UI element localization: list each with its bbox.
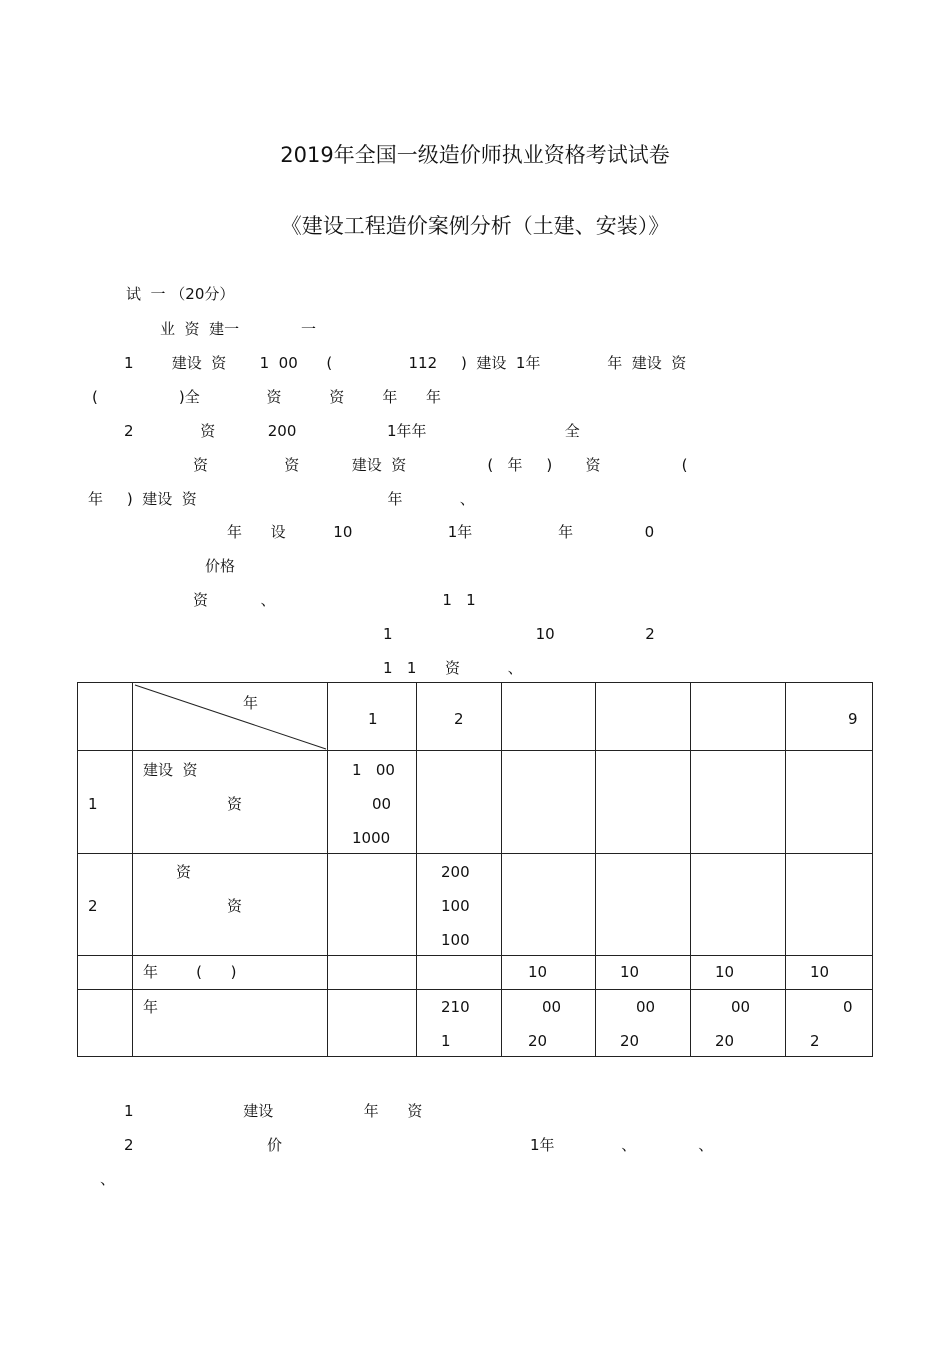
question-line-3: 2 资 200 1年年 全 — [124, 422, 580, 440]
question-line-2: ( )全 资 资 年 年 — [92, 388, 441, 406]
table-row — [78, 990, 873, 1057]
table-caption: 1 1 资 、 — [383, 659, 523, 677]
row-1-col-6 — [786, 751, 873, 854]
header-col-5 — [691, 683, 786, 751]
row-2-col-5 — [691, 854, 786, 956]
row-3-label-cell — [133, 956, 328, 990]
row-4-col-3-value-b: 20 — [528, 1032, 548, 1050]
row-2-col-3 — [502, 854, 596, 956]
header-corner-cell — [133, 683, 328, 751]
row-1-col-5 — [691, 751, 786, 854]
row-2-value-a: 200 — [441, 863, 470, 881]
row-4-col-3 — [502, 990, 596, 1057]
investment-table — [77, 682, 873, 1057]
header-corner-label: 年 — [243, 694, 259, 712]
row-4-col-4-value-a: 00 — [636, 998, 656, 1016]
row-3-col-1 — [328, 956, 417, 990]
table-row — [78, 751, 873, 854]
row-4-col-2-value-b: 1 — [441, 1032, 451, 1050]
row-4-col-6 — [786, 990, 873, 1057]
question-line-9: 1 10 2 — [383, 625, 655, 643]
row-3-no-cell — [78, 956, 133, 990]
row-3-col-3 — [502, 956, 596, 990]
row-2-label-a: 资 — [176, 863, 192, 881]
row-4-col-6-value-a: 0 — [843, 998, 853, 1016]
row-1-no: 1 — [88, 795, 98, 813]
header-col-4 — [596, 683, 691, 751]
question-line-4: 资 资 建设 资 ( 年 ) 资 ( — [193, 456, 688, 474]
row-2-col-1 — [328, 854, 417, 956]
question-intro: 业 资 建一 一 — [160, 320, 317, 338]
row-4-col-2 — [417, 990, 502, 1057]
row-4-col-2-value-a: 210 — [441, 998, 470, 1016]
page-subtitle: 《建设工程造价案例分析（土建、安装）》 — [280, 214, 670, 238]
row-4-no-cell — [78, 990, 133, 1057]
row-4-col-4 — [596, 990, 691, 1057]
row-2-value-b: 100 — [441, 897, 470, 915]
header-col-6-label: 9 — [848, 710, 858, 728]
row-1-label-a: 建设 资 — [143, 761, 198, 779]
row-4-col-6-value-b: 2 — [810, 1032, 820, 1050]
row-1-col-2 — [417, 751, 502, 854]
question-heading: 试 一 （20分） — [126, 285, 235, 303]
row-1-label-b: 资 — [227, 795, 243, 813]
row-1-label-cell — [133, 751, 328, 854]
header-col-2 — [417, 683, 502, 751]
row-3-value-3: 10 — [528, 963, 548, 981]
row-3-col-6 — [786, 956, 873, 990]
header-col-1 — [328, 683, 417, 751]
row-4-col-3-value-a: 00 — [542, 998, 562, 1016]
header-col-3 — [502, 683, 596, 751]
row-4-label: 年 — [143, 998, 159, 1016]
header-no-cell — [78, 683, 133, 751]
table-row — [78, 956, 873, 990]
row-2-col-4 — [596, 854, 691, 956]
row-3-label: 年 ( ) — [143, 963, 237, 981]
question-line-5: 年 ) 建设 资 年 、 — [88, 490, 475, 508]
question-line-6: 年 设 10 1年 年 0 — [227, 523, 655, 541]
sub-question-2: 2 价 1年 、 、 — [124, 1136, 714, 1154]
sub-question-2-continued: 、 — [100, 1170, 116, 1188]
row-3-col-2 — [417, 956, 502, 990]
row-2-col-6 — [786, 854, 873, 956]
diagonal-divider — [133, 683, 328, 751]
row-1-col-3 — [502, 751, 596, 854]
table-header-row — [78, 683, 873, 751]
row-2-no: 2 — [88, 897, 98, 915]
row-1-value-b: 00 — [372, 795, 392, 813]
row-2-label-cell — [133, 854, 328, 956]
row-2-value-c: 100 — [441, 931, 470, 949]
row-1-no-cell — [78, 751, 133, 854]
row-3-col-5 — [691, 956, 786, 990]
sub-question-1: 1 建设 年 资 — [124, 1102, 423, 1120]
header-col-1-label: 1 — [368, 710, 378, 728]
row-3-value-6: 10 — [810, 963, 830, 981]
table-row — [78, 854, 873, 956]
row-2-label-b: 资 — [227, 897, 243, 915]
row-4-col-5-value-a: 00 — [731, 998, 751, 1016]
row-3-value-5: 10 — [715, 963, 735, 981]
row-3-value-4: 10 — [620, 963, 640, 981]
page-title: 2019年全国一级造价师执业资格考试试卷 — [280, 143, 670, 167]
question-line-8: 资 、 1 1 — [193, 591, 476, 609]
row-4-col-1 — [328, 990, 417, 1057]
row-4-col-4-value-b: 20 — [620, 1032, 640, 1050]
header-col-6 — [786, 683, 873, 751]
row-4-col-5 — [691, 990, 786, 1057]
row-4-col-5-value-b: 20 — [715, 1032, 735, 1050]
question-line-1: 1 建设 资 1 00 ( 112 ) 建设 1年 年 建设 资 — [124, 354, 687, 372]
row-1-col-4 — [596, 751, 691, 854]
question-line-7: 价格 — [205, 557, 236, 575]
row-4-label-cell — [133, 990, 328, 1057]
row-2-no-cell — [78, 854, 133, 956]
row-1-value-a: 1 00 — [352, 761, 395, 779]
row-1-value-c: 1000 — [352, 829, 391, 847]
header-col-2-label: 2 — [454, 710, 464, 728]
row-2-col-2 — [417, 854, 502, 956]
row-3-col-4 — [596, 956, 691, 990]
row-1-col-1 — [328, 751, 417, 854]
